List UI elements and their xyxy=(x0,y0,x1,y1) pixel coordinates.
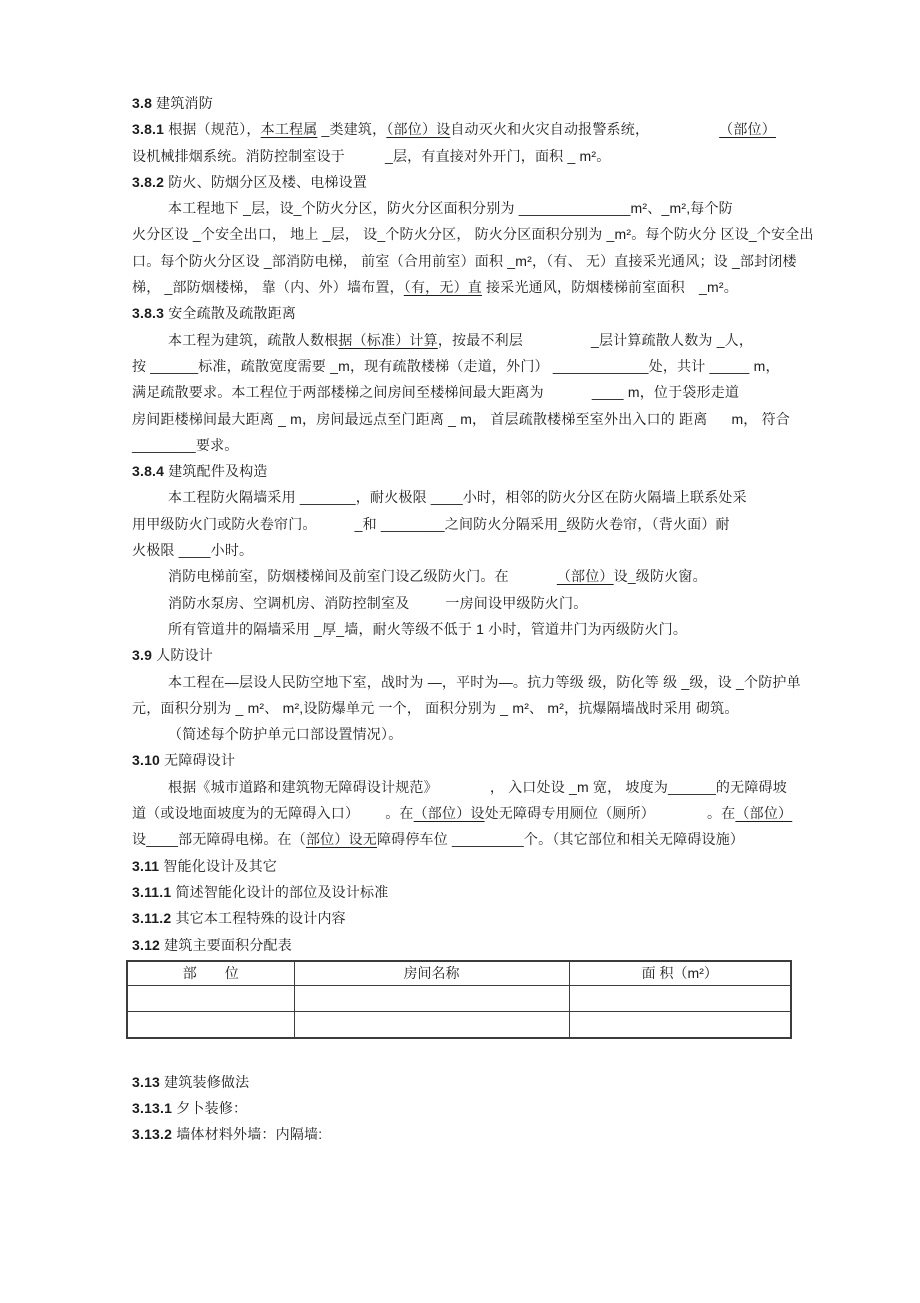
doc-line xyxy=(132,274,804,300)
text-segment: 夕卜装修： xyxy=(172,1100,248,1117)
area-allocation-table xyxy=(126,960,792,1039)
doc-line xyxy=(132,669,804,695)
table-header-row xyxy=(127,961,791,986)
text-segment: 建筑配件及构造 xyxy=(164,463,268,480)
gap-spacer xyxy=(649,133,719,134)
text-segment: 墙体材料外墙：内隔墙: xyxy=(172,1126,323,1143)
underlined-blank-text: 本工程属 xyxy=(260,121,318,138)
text-segment: （简述每个防护单元口部设置情况）。 xyxy=(168,726,403,743)
text-segment: 口。每个防火分区设 _部消防电梯， 前室（合用前室）面积 _m²，（有、 无）直接采光通风；设 _部封闭楼 xyxy=(132,252,797,269)
text-segment: ________要求。 xyxy=(132,436,239,453)
doc-line xyxy=(132,774,804,800)
text-segment: 处无障碍专用厕位（厕所） xyxy=(484,805,656,822)
section-number: 3.8.2 xyxy=(132,173,165,190)
text-segment: 智能化设计及其它 xyxy=(159,857,277,874)
table-header-location: 部 位 xyxy=(127,961,294,986)
doc-line xyxy=(132,484,804,510)
gap-spacer xyxy=(317,528,355,529)
underlined-blank-text: （部位）设 xyxy=(413,805,485,822)
doc-line xyxy=(132,695,804,721)
section-number: 3.8 xyxy=(132,95,153,111)
text-segment: 一房间设甲级防火门。 xyxy=(445,594,588,611)
text-segment: 建筑装修做法 xyxy=(160,1073,250,1090)
doc-line xyxy=(132,432,804,458)
text-segment: 设_级防火窗。 xyxy=(613,568,707,585)
text-segment: 本工程地下 _层，设_个防火分区，防火分区面积分别为 ______________m²、_m²,每个防 xyxy=(168,200,733,217)
text-segment: 人防设计 xyxy=(152,647,213,664)
section-number: 3.13.2 xyxy=(132,1126,173,1143)
underlined-blank-text: （有，无）直 xyxy=(403,279,482,296)
section-number: 3.13.1 xyxy=(132,1100,173,1117)
doc-line xyxy=(132,195,804,221)
text-segment: 消防电梯前室，防烟楼梯间及前室门设乙级防火门。在 xyxy=(168,568,509,585)
doc-section-top xyxy=(132,90,814,958)
gap-spacer xyxy=(509,580,557,581)
doc-line xyxy=(132,169,804,195)
gap-spacer xyxy=(409,607,445,608)
doc-line xyxy=(132,1121,804,1147)
doc-line xyxy=(132,932,804,958)
doc-line xyxy=(132,537,804,563)
text-segment: 障碍停车位 _________个。（其它部位和相关无障碍设施） xyxy=(376,831,745,848)
section-number: 3.8.4 xyxy=(132,463,165,480)
underlined-blank-text: （部位） xyxy=(556,568,614,585)
doc-line xyxy=(132,327,804,353)
text-segment: 防火、防烟分区及楼、电梯设置 xyxy=(164,173,368,190)
underlined-blank-text: （部位） xyxy=(719,121,776,138)
doc-line xyxy=(132,879,804,905)
text-segment: ____ m，位于袋形走道 xyxy=(591,384,740,401)
doc-line xyxy=(132,406,804,432)
gap-spacer xyxy=(438,791,490,792)
doc-line xyxy=(132,853,804,879)
doc-line xyxy=(132,116,804,142)
doc-line xyxy=(132,379,804,405)
text-segment: 自动灭火和火灾自动报警系统， xyxy=(450,121,650,138)
text-segment: 本工程在—层设人民防空地下室，战时为 —，平时为—。抗力等级 级，防化等 级 _级，设 _个防护单 xyxy=(168,673,801,690)
text-segment: m， 符合 xyxy=(731,410,790,427)
text-segment: ， 入口处设 _m 宽， 坡度为______的无障碍坡 xyxy=(489,778,787,795)
table-row xyxy=(127,1011,791,1038)
text-segment: 消防水泵房、空调机房、消防控制室及 xyxy=(168,594,410,611)
section-number: 3.12 xyxy=(132,936,161,953)
text-segment: 建筑主要面积分配表 xyxy=(160,936,292,953)
document-content xyxy=(132,90,814,1148)
text-segment: 按 ______标准，疏散宽度需要 _m，现有疏散楼梯（走道，外门） ____________处，共计 _____ m， xyxy=(132,357,780,374)
table-header-room-name: 房间名称 xyxy=(294,961,569,986)
text-segment: 无障碍设计 xyxy=(160,752,236,769)
underlined-blank-text: 部位）设无 xyxy=(305,831,377,848)
text-segment: _类建筑， xyxy=(317,121,387,138)
text-segment: 简述智能化设计的部位及设计标准 xyxy=(171,883,389,900)
table-cell-empty xyxy=(127,985,294,1011)
doc-line xyxy=(132,616,804,642)
gap-spacer xyxy=(655,817,707,818)
underlined-blank-text: （部位）设 xyxy=(386,121,451,138)
doc-line xyxy=(132,905,804,931)
section-number: 3.8.3 xyxy=(132,305,165,322)
doc-line xyxy=(132,221,814,247)
doc-line xyxy=(132,353,804,379)
text-segment: 。在 xyxy=(385,805,414,822)
text-segment: 道（或设地面坡度为的无障碍入口） xyxy=(132,805,360,822)
table-header-area: 面 积（m²） xyxy=(569,961,791,986)
text-segment: _层，有直接对外开门，面积 _ m²。 xyxy=(385,147,611,164)
text-segment: _和 ________之间防火分隔采用_级防火卷帘，（背火面）耐 xyxy=(354,515,730,532)
doc-line xyxy=(132,458,804,484)
text-segment: 元，面积分别为 _ m²、 m²,设防爆单元 一个， 面积分别为 _ m²、 m²，抗爆隔墙战时采用 砌筑。 xyxy=(132,699,739,716)
text-segment: 接采光通风，防烟楼梯前室面积 _m²。 xyxy=(481,279,738,296)
text-segment: 设____部无障碍电梯。在（ xyxy=(132,831,306,848)
doc-line xyxy=(132,1095,804,1121)
doc-line xyxy=(132,300,804,326)
section-number: 3.10 xyxy=(132,752,161,769)
gap-spacer xyxy=(707,423,731,424)
section-number: 3.9 xyxy=(132,647,153,664)
doc-line xyxy=(132,826,804,852)
text-segment: 其它本工程特殊的设计内容 xyxy=(171,910,346,927)
doc-line xyxy=(132,511,804,537)
text-segment: 根据《城市道路和建筑物无障碍设计规范》 xyxy=(168,778,438,795)
doc-line xyxy=(132,248,804,274)
doc-line xyxy=(132,721,804,747)
table-cell-empty xyxy=(569,1011,791,1038)
section-number: 3.8.1 xyxy=(132,121,165,138)
doc-line xyxy=(132,143,804,169)
text-segment: 根据（规范）， xyxy=(164,121,261,138)
text-segment: 用甲级防火门或防火卷帘门。 xyxy=(132,515,317,532)
text-segment: 房间距楼梯间最大距离 _ m，房间最远点至门距离 _ m， 首层疏散楼梯至室外出入口的 距离 xyxy=(132,410,708,427)
doc-line xyxy=(132,800,804,826)
gap-spacer xyxy=(359,817,385,818)
table-cell-empty xyxy=(569,985,791,1011)
text-segment: 本工程防火隔墙采用 _______，耐火极限 ____小时，相邻的防火分区在防火隔墙上联系处采 xyxy=(168,489,747,506)
table-cell-empty xyxy=(294,1011,569,1038)
text-segment: ，按最不利层 xyxy=(437,331,524,348)
underlined-blank-text: （部位） xyxy=(735,805,793,822)
table-cell-empty xyxy=(294,985,569,1011)
text-segment: 设机械排烟系统。消防控制室设于 xyxy=(132,147,345,164)
gap-spacer xyxy=(544,396,592,397)
gap-spacer xyxy=(523,344,591,345)
gap-spacer xyxy=(345,160,385,161)
text-segment: 所有管道井的隔墙采用 _厚_墙，耐火等级不低于 1 小时，管道井门为丙级防火门。 xyxy=(168,620,688,637)
underlined-blank-text: 据（标准）计算 xyxy=(338,331,438,348)
section-number: 3.11.2 xyxy=(132,910,172,927)
doc-line xyxy=(132,563,804,589)
text-segment: 梯， _部防烟楼梯， 靠（内、外）墙布置， xyxy=(132,279,404,296)
doc-line xyxy=(132,747,804,773)
section-number: 3.11 xyxy=(132,857,160,874)
text-segment: 火分区设 _个安全出口， 地上 _层， 设_个防火分区， 防火分区面积分别为 _m²。每个防火分 区设_个安全出 xyxy=(132,226,814,243)
text-segment: 满足疏散要求。本工程位于两部楼梯之间房间至楼梯间最大距离为 xyxy=(132,384,544,401)
table-row xyxy=(127,985,791,1011)
text-segment: _层计算疏散人数为 _人， xyxy=(591,331,754,348)
text-segment: 建筑消防 xyxy=(152,95,213,111)
section-number: 3.13 xyxy=(132,1073,161,1090)
doc-line xyxy=(132,590,804,616)
text-segment: 安全疏散及疏散距离 xyxy=(164,305,297,322)
doc-section-bottom xyxy=(132,1069,804,1148)
doc-line xyxy=(132,642,804,668)
section-number: 3.11.1 xyxy=(132,883,172,900)
doc-line xyxy=(132,90,804,116)
text-segment: 。在 xyxy=(707,805,736,822)
text-segment: 本工程为建筑，疏散人数根 xyxy=(168,331,339,348)
text-segment: 火极限 ____小时。 xyxy=(132,542,254,559)
table-cell-empty xyxy=(127,1011,294,1038)
doc-line xyxy=(132,1069,804,1095)
